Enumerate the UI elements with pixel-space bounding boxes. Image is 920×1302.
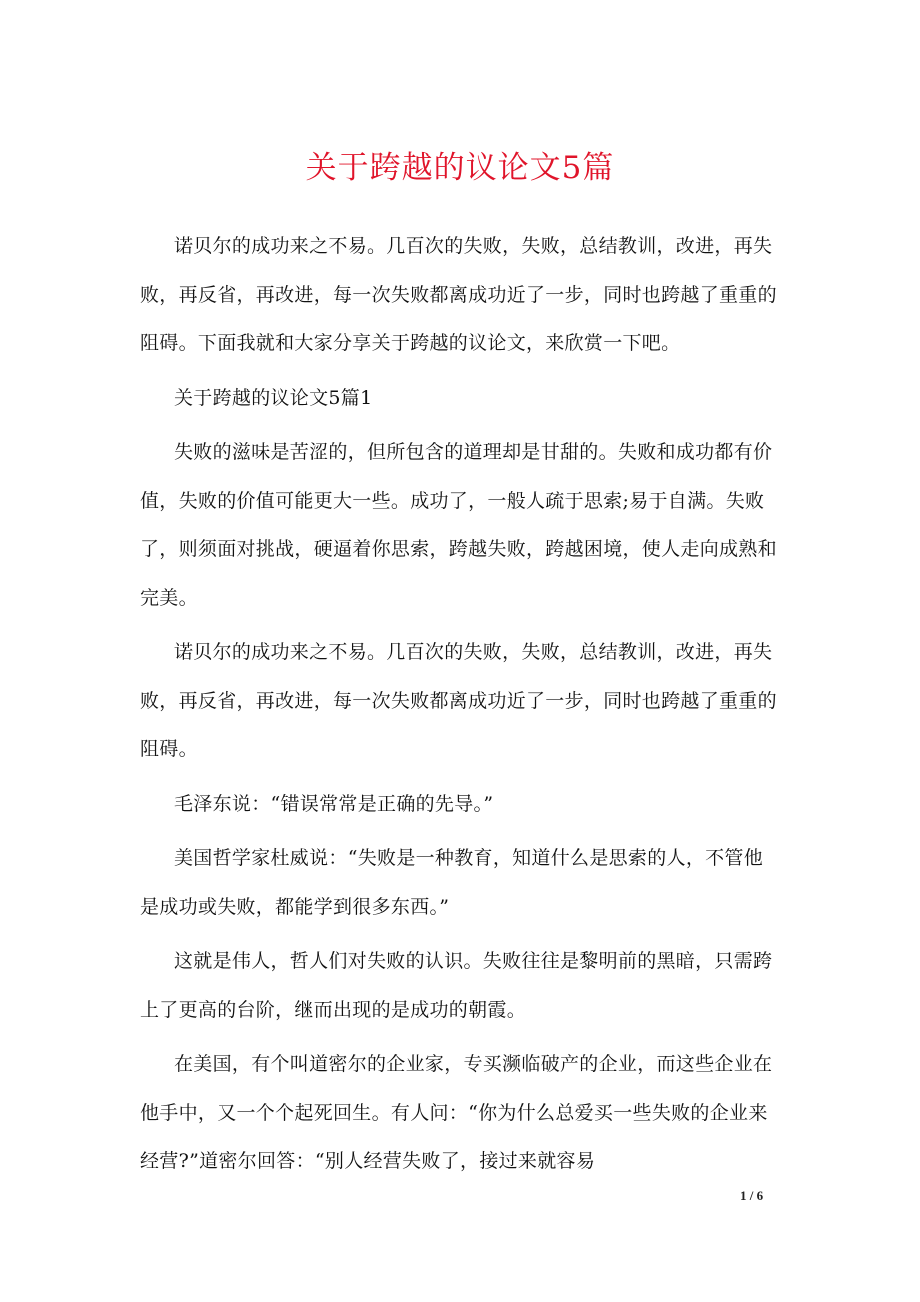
paragraph: 失败的滋味是苦涩的，但所包含的道理却是甘甜的。失败和成功都有价值，失败的价值可能更大一些。成功了，一般人疏于思索;易于自满。失败了，则须面对挑战，硬逼着你思索，跨越失败，跨越困境，使人走向成熟和完美。 (140, 441, 777, 609)
paragraph-quote: 美国哲学家杜威说：“失败是一种教育，知道什么是思索的人，不管他是成功或失败，都能学到很多东西。” (140, 847, 764, 918)
paragraph-quote: 毛泽东说：“错误常常是正确的先导。” (174, 792, 494, 815)
paragraph: 诺贝尔的成功来之不易。几百次的失败，失败，总结教训，改进，再失败，再反省，再改进，每一次失败都离成功近了一步，同时也跨越了重重的阻碍。 (140, 641, 777, 760)
document-body (140, 222, 782, 1192)
paragraph: 这就是伟人，哲人们对失败的认识。失败往往是黎明前的黑暗，只需跨上了更高的台阶，继而出现的是成功的朝霞。 (140, 950, 773, 1021)
section-heading: 关于跨越的议论文5篇1 (174, 386, 373, 409)
paragraph-intro: 诺贝尔的成功来之不易。几百次的失败，失败，总结教训，改进，再失败，再反省，再改进，每一次失败都离成功近了一步，同时也跨越了重重的阻碍。下面我就和大家分享关于跨越的议论文，来欣赏一下吧。 (140, 235, 777, 354)
paragraph: 在美国，有个叫道密尔的企业家，专买濒临破产的企业，而这些企业在他手中，又一个个起死回生。有人问：“你为什么总爱买一些失败的企业来经营?”道密尔回答：“别人经营失败了，接过来就容易 (140, 1053, 773, 1172)
page-number: 1 / 6 (740, 1188, 764, 1203)
document-title: 关于跨越的议论文5篇 (305, 150, 615, 186)
